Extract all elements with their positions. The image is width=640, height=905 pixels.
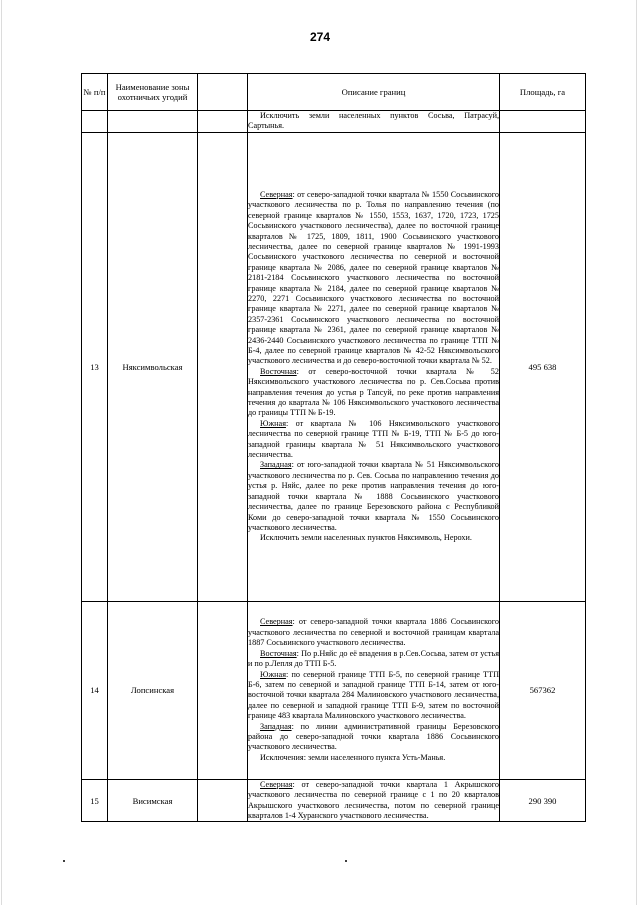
row-num: 14 [82,601,108,779]
boundary-north: Северная: от северо-западной точки квартала 1 Акрышского участкового лесничества по северной границе с 1 по 20 кварталов Акрышского участкового лесничества, потом по северной границе кварталов 1-4 Хуранского участкового лесничества. [248,779,499,821]
zone-description [248,132,500,601]
boundary-south: Южная: от квартала № 106 Няксимвольского участкового лесничества по северной границе ТТП № Б-19, ТТП № Б-5 до юго-западной границы квартала № 51 Няксимвольского участкового лесничества. [248,418,499,460]
boundary-east: Восточная: от северо-восточной точки квартала № 52 Няксимвольского участкового лесничества по р. Сев.Сосьва против направления течения до устья р Тапсуй, по реке против направления течения до квартала № 106 Няксимвольского участкового лесничества до границы ТТП № Б-19. [248,366,499,418]
boundary-north: Северная: от северо-западной точки квартала 1886 Сосьвинского участкового лесничества по северной и восточной границам квартала 1887 Сосьвинского участкового лесничества. [248,617,499,648]
zone-name: Лопсинская [108,601,198,779]
scan-speck [345,860,347,862]
row-num: 13 [82,132,108,601]
boundary-west: Западная: от юго-западной точки квартала № 51 Няксимвольского участкового лесничества по р. Сев. Сосьва по направлению течения до устья р. Няйс, далее по реке против направления течения до юго-западной точки квартала № 1888 Сосьвинского участкового лесничества, далее по границе Березовского района с Республикой Коми до северо-западной точки квартала № 1550 Сосьвинского участкового лесничества. [248,460,499,532]
zone-area: 567362 [500,601,586,779]
table-row-carryover [82,111,586,133]
header-description: Описание границ [248,74,500,111]
zone-area: 290 390 [500,779,586,822]
zone-name: Висимская [108,779,198,822]
zone-description [248,601,500,779]
zone-area: 495 638 [500,132,586,601]
zone-name: Няксимвольская [108,132,198,601]
table-header-row [82,74,586,111]
carryover-text: Исключить земли населенных пунктов Сосьва, Патрасуй, Сартынья. [248,111,499,131]
hunting-zones-table [81,73,586,822]
table-row-13 [82,132,586,601]
exclusion-text: Исключения: земли населенного пункта Усть-Манья. [260,752,446,762]
header-gap [198,74,248,111]
scan-speck [63,860,65,862]
boundary-west: Западная: по линии административной границы Березовского района до северо-западной точки квартала 1886 Сосьвинского участкового лесничества. [248,721,499,752]
boundary-east: Восточная: По р.Няйс до её впадения в р.Сев.Сосьва, затем от устья и по р.Лепля до ТТП Б-5. [248,648,499,669]
table-row-15 [82,779,586,822]
row-num: 15 [82,779,108,822]
boundary-south: Южная: по северной границе ТТП Б-5, по северной границе ТТП Б-6, затем по северной и западной границе ТТП Б-14, затем от юго-восточной точки квартала 284 Малиновского участкового лесничества, далее по северной и западной границе ТТП Б-9, затем по восточной границе 483 квартала Малиновского участкового лесничества. [248,669,499,721]
zone-description [248,779,500,822]
header-area: Площадь, га [500,74,586,111]
header-num: № п/п [82,74,108,111]
header-name: Наименование зоны охотничьих угодий [108,74,198,111]
boundary-north: Северная: от северо-западной точки квартала № 1550 Сосьвинского участкового лесничества по р. Толья по направлению течения (по северной границе кварталов № 1550, 1553, 1637, 1720, 1723, 1725 Сосьвинского участкового лесничества), далее по восточной границе кварталов № 1725, 1809, 1811, 1900 Сосьвинского участкового лесничества, далее по северной границе кварталов № 1991-1993 Сосьвинского участкового лесничества по северной и восточной границе квартала № 2086, далее по северной границе кварталов № 2181-2184 Сосьвинского участкового лесничества по восточной границе квартала № 2184, далее по северной границе кварталов № 2270, 2271 Сосьвинского участкового лесничества по восточной границе квартала № 2271, далее по северной границе кварталов № 2357-2361 Сосьвинского участкового лесничества по восточной границе квартала № 2361, далее по северной границе кварталов № 2436-2440 Сосьвинского участкового лесничества по границе ТТП № Б-4, далее по северной границе кварталов № 42-52 Няксимвольского участкового лесничества и до северо-восточной точки квартала № 52. [248,189,499,366]
exclusion-text: Исключить земли населенных пунктов Няксимволь, Нерохи. [260,533,472,543]
table-row-14 [82,601,586,779]
page-number: 274 [309,30,331,44]
